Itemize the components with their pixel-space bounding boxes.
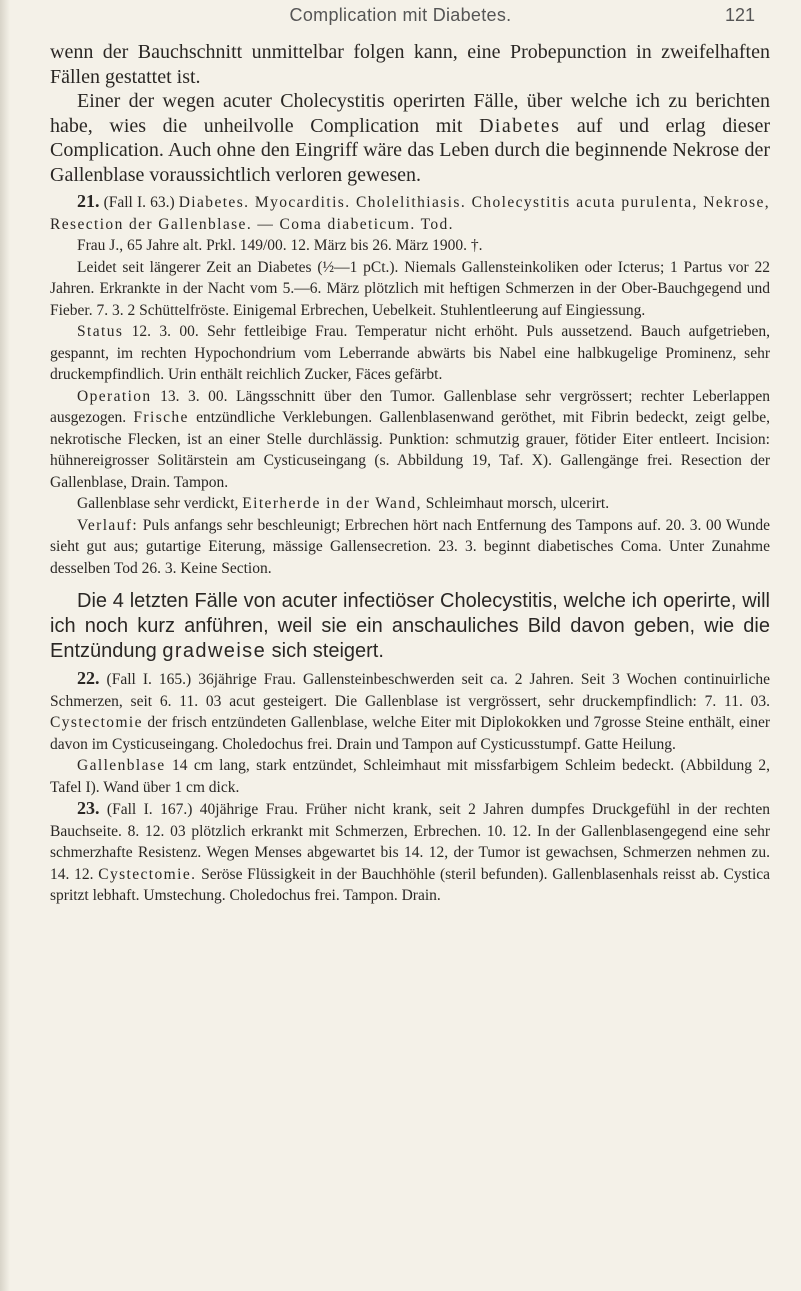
emphasis-gallenblase: Gallenblase [77, 757, 166, 774]
page-edge-shadow [0, 0, 10, 1291]
text-run: Seröse Flüssigkeit in der Bauchhöhle (steril befunden). Gallenblasenhals reisst ab. Cystica spritzt lebhaft. Umstechung. Choledochus frei. Tampon. Drain. [50, 865, 771, 904]
running-title: Complication mit Diabetes. [289, 5, 512, 25]
page-number: 121 [724, 5, 755, 25]
case-21-history: Leidet seit längerer Zeit an Diabetes (½—1 pCt.). Niemals Gallensteinkoliken oder Icterus; 1 Partus vor 22 Jahren. Erkrankte in der Nacht vom 5.—6. März plötzlich mit heftigen Schmerzen in der Ober-Bauchgegend und Fieber. 7. 3. 2 Schüttelfröste. Einigemal Erbrechen, Uebelkeit. Stuhlentleerung auf Eingiessung. [50, 258, 770, 319]
case-number: 22. [77, 668, 100, 688]
status-label: Status [77, 323, 124, 340]
text-run: auf und erlag dieser Complication. Auch ohne den Eingriff wäre das Leben durch die beginnende Nekrose der Gallenblase voraussichtlich verloren gewesen. [50, 114, 771, 186]
text-run: Einer der wegen acuter Cholecystitis operirten Fälle, über welche ich zu berichten habe, wies die unheilvolle Complication mit [50, 90, 770, 137]
emphasis-frische: Frische [133, 409, 189, 426]
emphasis-cystectomie: Cystectomie. [98, 865, 197, 883]
text-run: 40jährige Frau. Früher nicht krank, seit 2 Jahren dumpfes Druckgefühl in der rechten Bauchseite. 8. 12. 03 plötzlich erkrankt mit Schmerzen, Erbrechen. 10. 12. In der Gallenblasengegend eine sehr schmerzhafte Resistenz. Wegen Menses abgewartet bis 14. 12, der Tumor ist gewachsen, Schmerzen nehmen zu. 14. 12. [50, 801, 770, 883]
paragraph-intro-continued: wenn der Bauchschnitt unmittelbar folgen kann, eine Probepunction in zweifelhaften Fällen gestattet ist. [50, 41, 770, 88]
emphasis-eiterherde: Eiterherde in der Wand, [242, 495, 422, 512]
text-run: Puls anfangs sehr beschleunigt; Erbrechen hört nach Entfernung des Tampons auf. 20. 3. 00 Wunde sieht gut aus; gutartige Eiterung, mässige Gallensecretion. 23. 3. beginnt diabetisches Coma. Unter Zunahme desselben Tod 26. 3. Keine Section. [50, 516, 770, 577]
case-number: 21. [77, 191, 100, 211]
section-intro-infectious-cholecystitis [50, 589, 770, 664]
case-21-operation [50, 386, 770, 494]
emphasis-diabetes: Diabetes [479, 114, 561, 137]
text-run: 14 cm lang, stark entzündet, Schleimhaut mit missfarbigem Schleim bedeckt. (Abbildung 2, Tafel I). Wand über 1 cm dick. [50, 757, 770, 796]
text-run: Schleimhaut morsch, ulcerirt. [425, 495, 610, 512]
case-21-course [50, 515, 770, 580]
text-run: 13. 3. 00. Längsschnitt über den Tumor. Gallenblase sehr vergrössert; rechter Leberlappen ausgezogen. [50, 387, 770, 426]
case-diagnosis: Diabetes. Myocarditis. Cholelithiasis. Cholecystitis acuta purulenta, Nekrose, Resection der Gallenblase. — Coma diabeticum. Tod. [50, 194, 771, 233]
paragraph-diabetes-complication [50, 89, 770, 187]
case-21-patient: Frau J., 65 Jahre alt. Prkl. 149/00. 12. März bis 26. März 1900. †. [77, 237, 483, 254]
emphasis-gradweise: gradweise [162, 640, 267, 662]
case-reference: (Fall I. 167.) [106, 801, 193, 818]
page-body [50, 40, 770, 907]
case-number: 23. [77, 798, 100, 818]
running-header [0, 3, 801, 33]
case-22 [50, 668, 770, 755]
case-23 [50, 798, 770, 907]
operation-label: Operation [77, 387, 152, 405]
text-run: entzündliche Verklebungen. Gallenblasenwand geröthet, mit Fibrin bedeckt, zeigt gelbe, nekrotische Flecken, ist an einer Stelle durchlässig. Punktion: schmutzig grauer, fötider Eiter entleert. Incision: hühnereigrosser Solitärstein am Cysticuseingang (s. Abbildung 19, Taf. X). Gallengänge frei. Resection der Gallenblase, Drain. Tampon. [50, 409, 770, 491]
case-reference: (Fall I. 165.) [106, 671, 192, 688]
text-run: 36jährige Frau. Gallensteinbeschwerden seit ca. 2 Jahren. Seit 3 Wochen continuirliche Schmerzen, seit 6. 11. 03 acut gesteigert. Die Gallenblase ist vergrössert, sehr druckempfindlich: 7. 11. 03. [50, 671, 771, 710]
case-reference: (Fall I. 63.) [103, 194, 175, 211]
text-run: Die 4 letzten Fälle von acuter infectiöser Cholecystitis, welche ich operirte, will ich noch kurz anführen, weil sie ein anschauliches Bild davon geben, wie die Entzündung [50, 590, 770, 662]
case-21-heading [50, 191, 770, 235]
case-22-finding [50, 755, 770, 798]
status-text: 12. 3. 00. Sehr fettleibige Frau. Temperatur nicht erhöht. Puls aussetzend. Bauch aufgetrieben, gespannt, im rechten Hypochondrium vom Leberrande abwärts bis Nabel eine halbkugelige Prominenz, sehr druckempfindlich. Urin enthält reichlich Zucker, Fäces gefärbt. [50, 323, 771, 383]
text-run: Gallenblase sehr verdickt, [77, 495, 239, 512]
emphasis-cystectomie: Cystectomie [50, 714, 143, 731]
text-run: sich steigert. [271, 640, 384, 662]
text-run: der frisch entzündeten Gallenblase, welche Eiter mit Diplokokken und 7grosse Steine enthält, einer davon im Cysticuseingang. Choledochus frei. Drain und Tampon auf Cysticusstumpf. Gatte Heilung. [50, 714, 771, 753]
course-label: Verlauf: [77, 516, 139, 534]
case-21-finding [50, 493, 770, 515]
case-21-status [50, 321, 770, 386]
